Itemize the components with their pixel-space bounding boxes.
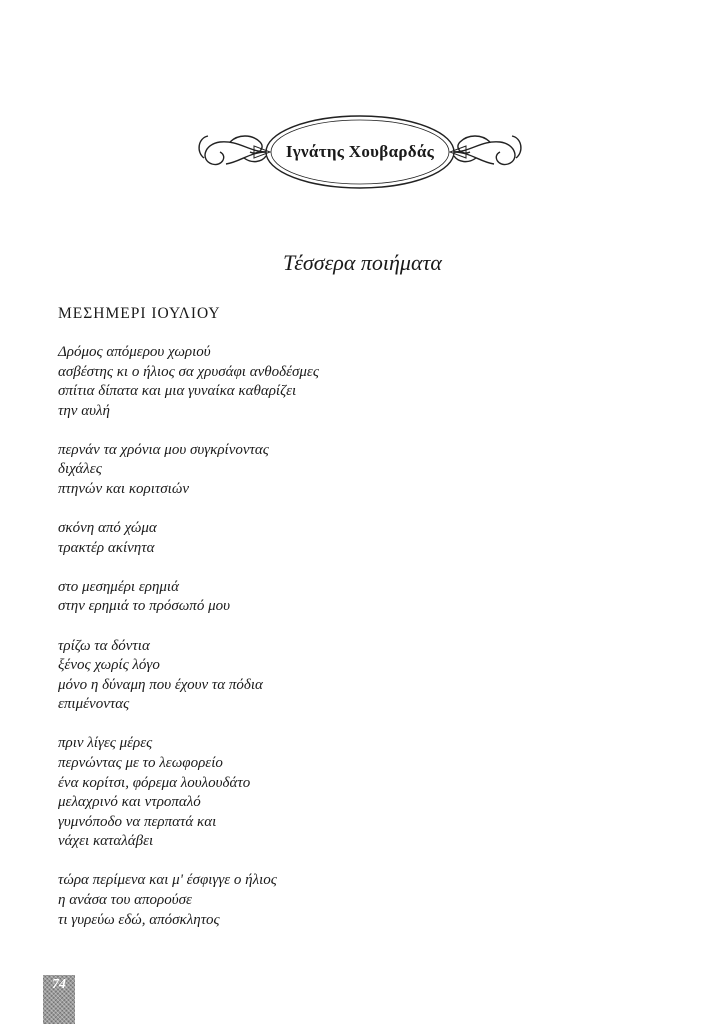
poem-line: μελαχρινό και ντροπαλό	[58, 794, 201, 811]
poem-line: η ανάσα του απορούσε	[58, 892, 192, 909]
poem-line: στην ερημιά το πρόσωπό μου	[58, 598, 230, 615]
stanza-5	[58, 637, 678, 715]
stanza-7	[58, 871, 678, 930]
poem-line: ασβέστης κι ο ήλιος σα χρυσάφι ανθοδέσμες	[58, 363, 319, 380]
poem-body	[58, 343, 678, 950]
page-number: 74	[52, 977, 66, 992]
poem-line: μόνο η δύναμη που έχουν τα πόδια	[58, 676, 263, 693]
poem-line: τρίζω τα δόντια	[58, 637, 150, 654]
poem-line: διχάλες	[58, 461, 102, 478]
poem-heading: ΜΕΣΗΜΕΡΙ ΙΟΥΛΙΟΥ	[58, 305, 221, 322]
stanza-4	[58, 578, 678, 617]
poem-line: την αυλή	[58, 402, 110, 419]
poem-line: πριν λίγες μέρες	[58, 735, 153, 752]
stanza-3	[58, 519, 678, 558]
poem-line: νάχει καταλάβει	[58, 833, 154, 850]
poem-line: τώρα περίμενα και μ' έσφιγγε ο ήλιος	[58, 872, 277, 889]
poem-line: στο μεσημέρι ερημιά	[58, 578, 179, 595]
poem-line: περνώντας με το λεωφορείο	[58, 755, 223, 771]
poem-line: τι γυρεύω εδώ, απόσκλητος	[58, 911, 220, 928]
poem-line: σπίτια δίπατα και μια γυναίκα καθαρίζει	[58, 383, 297, 400]
poem-line: τρακτέρ ακίνητα	[58, 539, 155, 556]
page-number-badge	[43, 975, 75, 1024]
page-title: Τέσσερα ποιήματα	[283, 250, 442, 275]
poem-line: πτηνών και κοριτσιών	[58, 481, 189, 498]
poem-line: Δρόμος απόμερου χωριού	[58, 344, 211, 360]
author-name: Ιγνάτης Χουβαρδάς	[285, 142, 435, 161]
poem-line: περνάν τα χρόνια μου συγκρίνοντας	[58, 441, 269, 458]
poem-line: γυμνόποδο να περπατά και	[58, 813, 217, 830]
poem-line: ξένος χωρίς λόγο	[58, 657, 160, 674]
stanza-1	[58, 343, 678, 421]
poem-line: επιμένοντας	[58, 696, 130, 713]
poem-line: ένα κορίτσι, φόρεμα λουλουδάτο	[58, 774, 251, 791]
poem-line: σκόνη από χώμα	[58, 520, 157, 537]
stanza-6	[58, 734, 678, 852]
stanza-2	[58, 441, 678, 500]
